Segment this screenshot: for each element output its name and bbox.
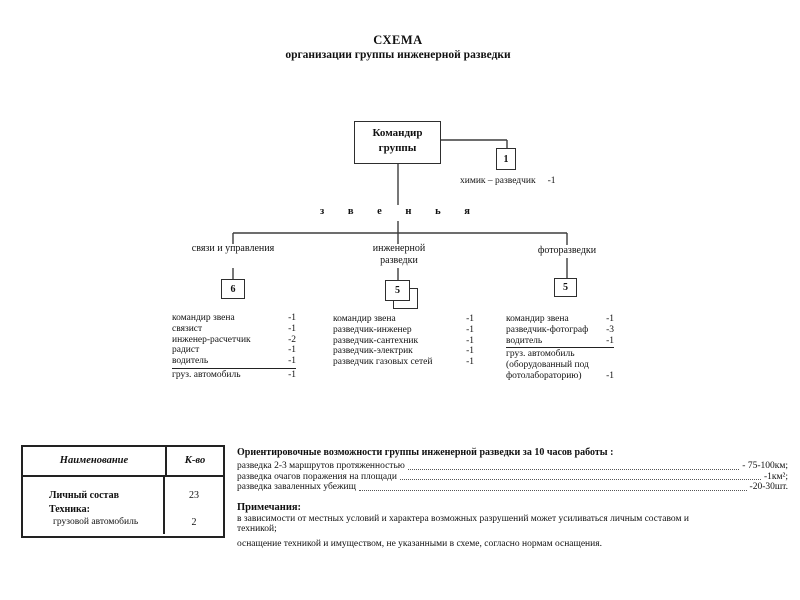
member-row (506, 371, 614, 382)
chemist-label: химик – разведчик (460, 176, 536, 186)
table-header-qty: К-во (184, 455, 206, 467)
member-row (172, 356, 296, 369)
table-row (23, 477, 223, 503)
branch-members-photo (506, 314, 614, 382)
member-name: командир звена (506, 314, 569, 324)
member-name: связист (172, 323, 203, 334)
branch-label-photo: фоторазведки (537, 245, 597, 256)
page-title (0, 33, 796, 61)
branch-count-engineering: 5 (395, 285, 400, 296)
dotted-leader (400, 479, 761, 480)
commander-label-line2: группы (378, 142, 417, 154)
member-name: фотолабораторию) (506, 370, 582, 381)
member-qty: -1 (288, 356, 296, 367)
member-qty: -3 (606, 324, 614, 335)
note-line: оснащение техникой и имуществом, не указанными в схеме, согласно нормам оснащения. (237, 538, 602, 549)
branch-count-photo: 5 (563, 282, 568, 293)
member-qty: -1 (288, 345, 296, 356)
member-name: инженер-расчетчик (172, 334, 251, 345)
member-row (333, 314, 474, 325)
member-row (506, 360, 614, 371)
capabilities-heading: Ориентировочные возможности группы инженерной разведки за 10 часов работы : (237, 447, 614, 458)
member-qty: -2 (288, 334, 296, 345)
capability-value: - 75-100км; (742, 461, 788, 471)
member-name: разведчик-сантехник (333, 335, 419, 346)
member-name: разведчик-электрик (333, 346, 413, 357)
member-qty: -1 (466, 346, 474, 357)
summary-table (21, 445, 225, 538)
dotted-leader (359, 490, 747, 491)
capability-value: -20-30шт. (749, 482, 788, 493)
member-qty: -1 (466, 314, 474, 324)
branch-count-communication: 6 (230, 283, 236, 295)
member-row (506, 325, 614, 336)
member-qty: -1 (288, 323, 296, 334)
capability-label: разведка заваленных убежищ (237, 482, 356, 493)
member-row (506, 314, 614, 325)
table-cell-name: Личный состав (23, 477, 165, 503)
member-name: радист (172, 345, 200, 356)
title-line-2: организации группы инженерной разведки (285, 49, 511, 61)
table-cell-name: грузовой автомобиль (23, 516, 165, 534)
branch-label-engineering: инженерной разведки (372, 243, 426, 266)
title-line-1: СХЕМА (373, 33, 423, 47)
member-qty: -1 (288, 313, 296, 323)
chemist-count: 1 (503, 153, 509, 165)
member-name: разведчик-инженер (333, 324, 412, 335)
member-row (172, 335, 296, 346)
table-cell-qty: 23 (189, 490, 199, 501)
summary-table-body (23, 477, 223, 534)
member-name: командир звена (333, 314, 396, 324)
member-name: водитель (172, 356, 209, 367)
member-name: (оборудованный под (506, 360, 589, 371)
zvenya-label: з в е н ь я (320, 206, 470, 217)
member-qty: -1 (466, 324, 474, 335)
member-qty: -1 (606, 370, 614, 381)
note-line: в зависимости от местных условий и характера возможных разрушений может усиливаться личным составом и (237, 513, 689, 524)
member-row (506, 336, 614, 349)
capability-item (237, 482, 788, 493)
member-row (333, 336, 474, 347)
member-qty: -1 (606, 314, 614, 324)
branch-count-box-photo (554, 278, 577, 297)
member-name: разведчик-фотограф (506, 324, 589, 335)
member-name: разведчик газовых сетей (333, 357, 433, 368)
member-qty: -1 (466, 357, 474, 368)
capability-item (237, 461, 788, 472)
capability-label: разведка 2-3 маршрутов протяженностью (237, 461, 405, 471)
table-cell-qty (165, 503, 223, 517)
capability-item (237, 472, 788, 483)
branch-count-box-engineering (385, 280, 410, 301)
member-qty: -1 (606, 335, 614, 346)
member-qty: -1 (288, 369, 296, 380)
branch-label-communication: связи и управления (191, 243, 275, 254)
table-header-name: Наименование (23, 447, 167, 475)
member-name: груз. автомобиль (172, 369, 241, 380)
member-row (172, 345, 296, 356)
member-name: груз. автомобиль (506, 349, 575, 360)
member-row (172, 370, 296, 381)
member-row (333, 346, 474, 357)
chemist-label-row (460, 176, 580, 186)
table-row (23, 503, 223, 517)
summary-table-header (23, 447, 223, 477)
chemist-count-box (496, 148, 516, 170)
notes-heading: Примечания: (237, 501, 302, 513)
branch-members-communication (172, 313, 296, 381)
capability-label: разведка очагов поражения на площади (237, 471, 397, 482)
chemist-qty: -1 (547, 176, 556, 186)
dotted-leader (408, 469, 739, 470)
member-qty: -1 (466, 335, 474, 346)
member-row (172, 313, 296, 324)
table-row (23, 516, 223, 534)
capabilities-block (237, 447, 788, 549)
commander-label-line1: Командир (372, 127, 423, 139)
member-row (172, 324, 296, 335)
member-row (333, 357, 474, 368)
member-row (506, 349, 614, 360)
commander-box (354, 121, 441, 164)
table-cell-qty: 2 (191, 517, 197, 528)
member-name: водитель (506, 335, 543, 346)
branch-count-box-communication (221, 279, 245, 299)
branch-members-engineering (333, 314, 474, 368)
member-name: командир звена (172, 313, 235, 323)
member-row (333, 325, 474, 336)
capability-value: -1км²; (763, 471, 788, 482)
table-cell-name: Техника: (23, 503, 165, 517)
note-line: техникой; (237, 524, 277, 535)
